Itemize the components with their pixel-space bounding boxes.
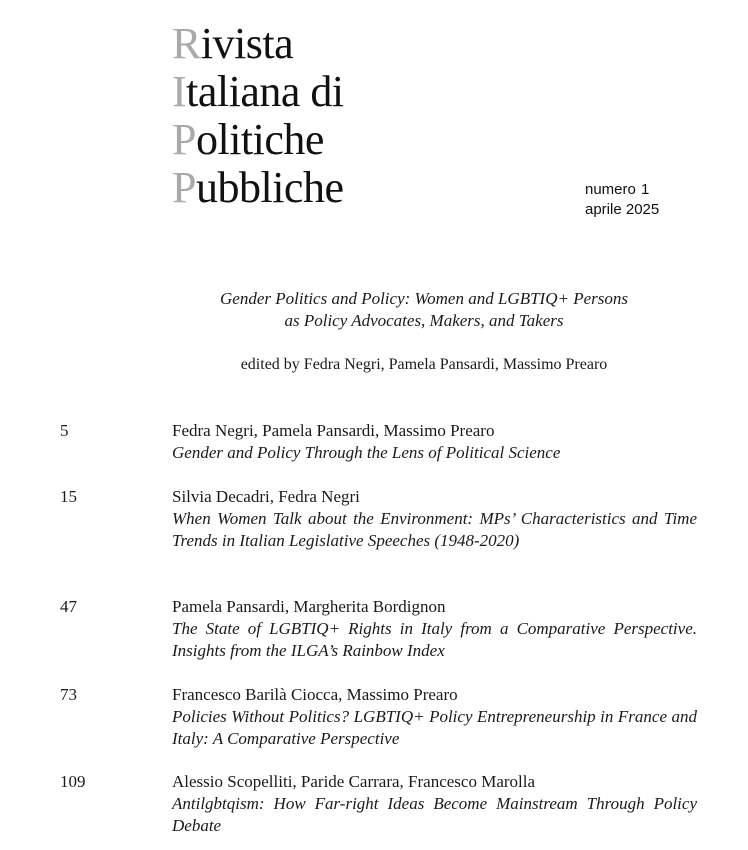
masthead-initial: P <box>172 115 196 164</box>
masthead-word: taliana di <box>186 67 344 116</box>
toc-article-title[interactable]: When Women Talk about the Environment: MPs’ Characteristics and Time Trends in Italian Legislative Speeches (1948-2020) <box>172 509 697 550</box>
masthead-line <box>172 164 344 212</box>
toc-article-title[interactable]: Policies Without Politics? LGBTIQ+ Policy Entrepreneurship in France and Italy: A Comparative Perspective <box>172 707 697 748</box>
special-issue-title-line: Gender Politics and Policy: Women and LGBTIQ+ Persons <box>220 289 628 308</box>
issue-number-label: numero <box>585 181 636 198</box>
masthead-line <box>172 116 344 164</box>
masthead-word: ubbliche <box>195 163 344 212</box>
masthead-line <box>172 20 344 68</box>
issue-info <box>585 180 659 220</box>
masthead-initial: I <box>172 67 187 116</box>
toc-authors: Silvia Decadri, Fedra Negri <box>172 487 360 506</box>
toc-entry-body <box>172 486 697 552</box>
toc-authors: Francesco Barilà Ciocca, Massimo Prearo <box>172 685 458 704</box>
toc-authors: Alessio Scopelliti, Paride Carrara, Francesco Marolla <box>172 772 536 791</box>
toc-authors: Pamela Pansardi, Margherita Bordignon <box>172 597 446 616</box>
toc-entry-body <box>172 771 697 837</box>
toc-article-title[interactable]: Antilgbtqism: How Far-right Ideas Become Mainstream Through Policy Debate <box>172 794 697 835</box>
issue-number-value: 1 <box>641 181 650 198</box>
toc-article-title[interactable]: The State of LGBTIQ+ Rights in Italy from a Comparative Perspective. Insights from the ILGA’s Rainbow Index <box>172 619 697 660</box>
toc-authors: Fedra Negri, Pamela Pansardi, Massimo Prearo <box>172 421 495 440</box>
toc-entry-body <box>172 684 697 750</box>
masthead-initial: R <box>172 19 201 68</box>
toc-page-number: 15 <box>60 487 77 506</box>
toc-page-number: 5 <box>60 421 69 440</box>
issue-date: aprile 2025 <box>585 201 660 218</box>
toc-article-title[interactable]: Gender and Policy Through the Lens of Political Science <box>172 443 561 462</box>
toc-page-number: 73 <box>60 685 77 704</box>
toc-page-number: 109 <box>60 772 86 791</box>
issue-number <box>585 180 659 200</box>
toc-entry-body <box>172 596 697 662</box>
toc-page-number: 47 <box>60 597 77 616</box>
toc-entry-body <box>172 420 697 464</box>
special-issue-title-line: as Policy Advocates, Makers, and Takers <box>284 311 564 330</box>
masthead-word: ivista <box>200 19 294 68</box>
masthead-line <box>172 68 344 116</box>
special-issue-title <box>150 288 698 332</box>
special-issue-editors: edited by Fedra Negri, Pamela Pansardi, Massimo Prearo <box>240 356 608 373</box>
masthead-word: olitiche <box>195 115 324 164</box>
masthead-initial: P <box>172 163 196 212</box>
journal-masthead <box>172 20 344 212</box>
